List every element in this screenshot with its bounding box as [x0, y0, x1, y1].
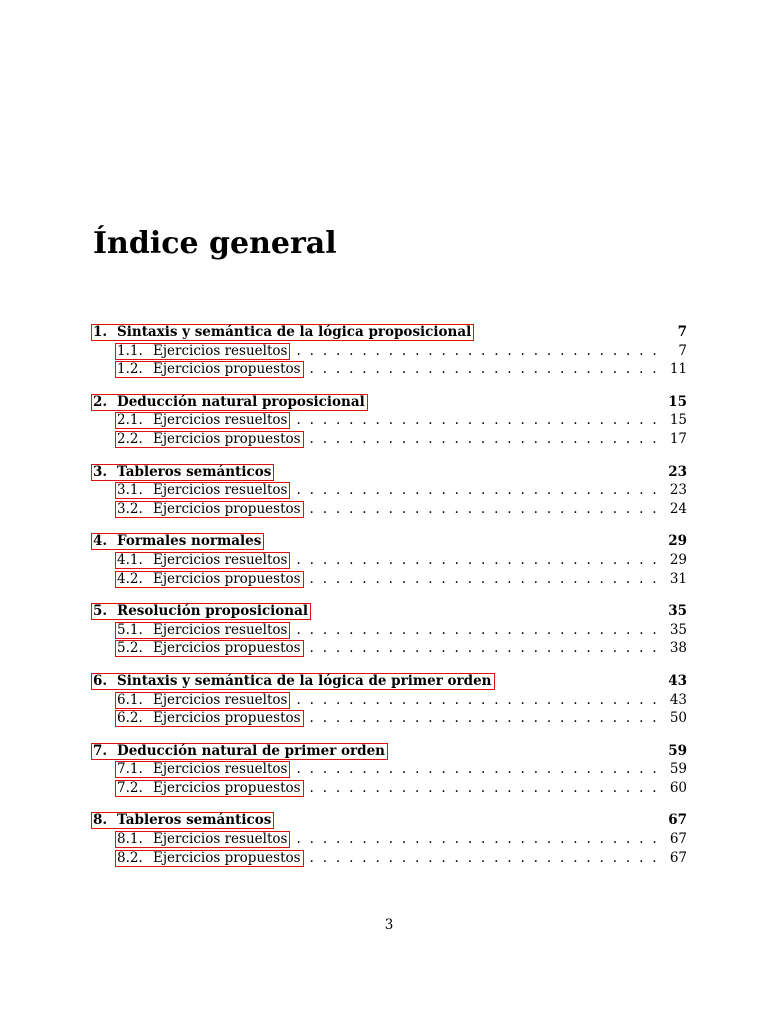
toc-chapter-page: 29 — [668, 533, 687, 550]
toc-section-number: 3.2. — [117, 500, 143, 517]
toc-dot-leader — [296, 830, 659, 849]
toc-section-entry — [91, 411, 687, 430]
toc-chapter-entry — [91, 672, 687, 691]
toc-chapter-title: Deducción natural proposicional — [117, 393, 365, 410]
toc-dot-leader — [310, 500, 659, 519]
toc-section-number: 6.2. — [117, 710, 143, 727]
toc-section-page: 29 — [669, 551, 687, 568]
toc-section-number: 3.1. — [117, 482, 143, 499]
toc-section-link[interactable] — [115, 501, 304, 518]
toc-section-entry — [91, 360, 687, 379]
toc-chapter-page: 7 — [677, 324, 687, 340]
toc-chapter-link[interactable] — [91, 394, 368, 411]
toc-section-page: 43 — [669, 691, 687, 708]
toc-chapter-page: 35 — [668, 603, 687, 620]
toc-chapter-link[interactable] — [91, 533, 264, 550]
toc-chapter-link[interactable] — [91, 673, 495, 690]
toc-section-number: 4.2. — [117, 570, 143, 587]
toc-chapter-link[interactable] — [91, 324, 474, 341]
toc-chapter-title: Tableros semánticos — [117, 812, 272, 829]
toc-section-number: 5.1. — [117, 621, 143, 638]
toc-chapter-link[interactable] — [91, 464, 274, 481]
table-of-contents — [91, 323, 687, 881]
toc-section-page: 50 — [669, 710, 687, 727]
toc-chapter-title: Resolución proposicional — [117, 603, 308, 620]
toc-chapter-entry — [91, 532, 687, 551]
toc-section-link[interactable] — [115, 640, 304, 657]
toc-chapter-link[interactable] — [91, 603, 311, 620]
toc-chapter-number: 4. — [93, 533, 108, 550]
toc-chapter-block — [91, 532, 687, 588]
toc-chapter-page: 15 — [668, 393, 687, 410]
toc-section-link[interactable] — [115, 622, 290, 639]
toc-section-page: 24 — [669, 500, 687, 517]
toc-section-title: Ejercicios resueltos — [153, 551, 288, 568]
toc-chapter-number: 2. — [93, 393, 108, 410]
toc-section-title: Ejercicios propuestos — [153, 710, 301, 727]
toc-chapter-page: 43 — [668, 672, 687, 689]
toc-dot-leader — [310, 779, 659, 798]
toc-dot-leader — [296, 481, 659, 500]
toc-section-entry — [91, 849, 687, 868]
toc-section-title: Ejercicios propuestos — [153, 640, 301, 657]
toc-chapter-block — [91, 323, 687, 379]
toc-section-link[interactable] — [115, 552, 290, 569]
toc-chapter-number: 3. — [93, 463, 108, 480]
toc-dot-leader — [310, 849, 659, 868]
toc-dot-leader — [296, 342, 659, 361]
toc-section-entry — [91, 551, 687, 570]
toc-section-title: Ejercicios resueltos — [153, 761, 288, 778]
toc-chapter-block — [91, 742, 687, 798]
toc-chapter-title: Formales normales — [117, 533, 262, 550]
toc-chapter-title: Sintaxis y semántica de la lógica de primer orden — [117, 672, 492, 689]
toc-section-title: Ejercicios resueltos — [153, 831, 288, 848]
toc-chapter-entry — [91, 811, 687, 830]
toc-section-entry — [91, 830, 687, 849]
toc-chapter-entry — [91, 602, 687, 621]
toc-section-page: 7 — [678, 342, 687, 359]
toc-section-title: Ejercicios propuestos — [153, 430, 301, 447]
toc-dot-leader — [310, 570, 659, 589]
toc-chapter-entry — [91, 742, 687, 761]
toc-section-number: 1.1. — [117, 342, 143, 359]
toc-section-entry — [91, 621, 687, 640]
toc-dot-leader — [296, 621, 659, 640]
toc-section-number: 1.2. — [117, 361, 143, 378]
page-title: Índice general — [93, 226, 337, 261]
toc-section-link[interactable] — [115, 850, 304, 867]
toc-section-title: Ejercicios resueltos — [153, 342, 288, 359]
toc-chapter-number: 5. — [93, 603, 108, 620]
toc-section-number: 8.1. — [117, 831, 143, 848]
toc-chapter-title: Sintaxis y semántica de la lógica proposicional — [117, 324, 472, 340]
toc-section-entry — [91, 779, 687, 798]
toc-section-link[interactable] — [115, 831, 290, 848]
toc-section-title: Ejercicios propuestos — [153, 849, 301, 866]
toc-section-link[interactable] — [115, 780, 304, 797]
toc-section-entry — [91, 639, 687, 658]
toc-chapter-link[interactable] — [91, 743, 388, 760]
toc-section-number: 2.2. — [117, 430, 143, 447]
toc-section-title: Ejercicios propuestos — [153, 361, 301, 378]
toc-section-number: 2.1. — [117, 412, 143, 429]
toc-chapter-block — [91, 602, 687, 658]
toc-section-link[interactable] — [115, 361, 304, 378]
toc-dot-leader — [296, 411, 659, 430]
toc-chapter-entry — [91, 463, 687, 482]
toc-section-number: 8.2. — [117, 849, 143, 866]
toc-section-link[interactable] — [115, 343, 290, 360]
toc-chapter-link[interactable] — [91, 812, 274, 829]
toc-section-page: 31 — [669, 570, 687, 587]
toc-section-title: Ejercicios propuestos — [153, 779, 301, 796]
toc-dot-leader — [310, 360, 659, 379]
toc-chapter-page: 67 — [668, 812, 687, 829]
toc-section-entry — [91, 430, 687, 449]
toc-section-link[interactable] — [115, 482, 290, 499]
toc-section-page: 60 — [669, 779, 687, 796]
toc-chapter-entry — [91, 393, 687, 412]
toc-section-title: Ejercicios propuestos — [153, 500, 301, 517]
toc-section-link[interactable] — [115, 710, 304, 727]
toc-section-page: 23 — [669, 482, 687, 499]
toc-chapter-page: 59 — [668, 742, 687, 759]
toc-chapter-title: Tableros semánticos — [117, 463, 272, 480]
toc-section-number: 4.1. — [117, 551, 143, 568]
page-number: 3 — [384, 917, 394, 933]
toc-dot-leader — [296, 760, 659, 779]
toc-section-entry — [91, 709, 687, 728]
toc-chapter-number: 1. — [93, 324, 108, 340]
toc-section-entry — [91, 481, 687, 500]
toc-section-entry — [91, 500, 687, 519]
toc-section-link[interactable] — [115, 412, 290, 429]
toc-section-title: Ejercicios resueltos — [153, 621, 288, 638]
toc-section-link[interactable] — [115, 761, 290, 778]
toc-chapter-entry — [91, 323, 687, 342]
toc-chapter-title: Deducción natural de primer orden — [117, 742, 385, 759]
toc-section-link[interactable] — [115, 692, 290, 709]
toc-section-number: 5.2. — [117, 640, 143, 657]
toc-chapter-block — [91, 393, 687, 449]
toc-section-title: Ejercicios resueltos — [153, 482, 288, 499]
toc-section-number: 7.1. — [117, 761, 143, 778]
toc-section-page: 17 — [669, 430, 687, 447]
toc-dot-leader — [310, 639, 659, 658]
toc-section-page: 15 — [669, 412, 687, 429]
toc-chapter-block — [91, 672, 687, 728]
toc-chapter-number: 7. — [93, 742, 108, 759]
toc-section-entry — [91, 342, 687, 361]
toc-section-page: 59 — [669, 761, 687, 778]
toc-section-entry — [91, 691, 687, 710]
toc-chapter-block — [91, 463, 687, 519]
toc-chapter-number: 8. — [93, 812, 108, 829]
toc-section-link[interactable] — [115, 431, 304, 448]
toc-section-title: Ejercicios resueltos — [153, 691, 288, 708]
toc-dot-leader — [296, 551, 659, 570]
toc-section-page: 67 — [669, 831, 687, 848]
toc-section-page: 11 — [669, 361, 687, 378]
toc-section-entry — [91, 570, 687, 589]
toc-section-entry — [91, 760, 687, 779]
toc-section-page: 38 — [669, 640, 687, 657]
toc-dot-leader — [296, 691, 659, 710]
toc-chapter-block — [91, 811, 687, 867]
toc-dot-leader — [310, 709, 659, 728]
toc-section-number: 6.1. — [117, 691, 143, 708]
toc-section-page: 35 — [669, 621, 687, 638]
toc-section-page: 67 — [669, 849, 687, 866]
toc-chapter-page: 23 — [668, 463, 687, 480]
toc-section-link[interactable] — [115, 571, 304, 588]
toc-section-number: 7.2. — [117, 779, 143, 796]
toc-dot-leader — [310, 430, 659, 449]
toc-section-title: Ejercicios resueltos — [153, 412, 288, 429]
toc-chapter-number: 6. — [93, 672, 108, 689]
toc-section-title: Ejercicios propuestos — [153, 570, 301, 587]
